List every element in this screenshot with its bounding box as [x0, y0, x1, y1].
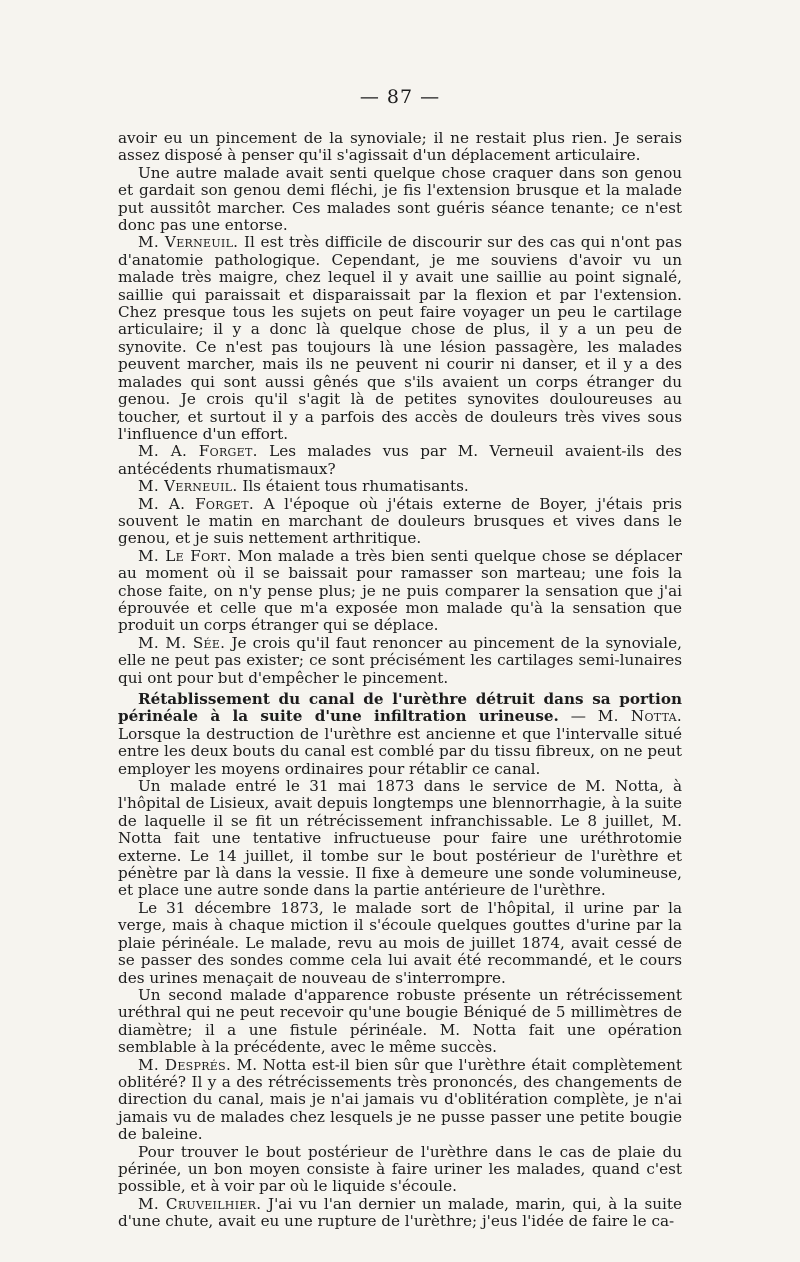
- page-number: — 87 —: [359, 86, 441, 108]
- speaker-name: M. Cruveilhier.: [138, 1194, 262, 1213]
- paragraph: [118, 1196, 682, 1231]
- speaker-name: M. A. Forget.: [138, 442, 258, 461]
- paragraph-text: Pour trouver le bout postérieur de l'urèthre dans le cas de plaie du périnée, un bon moyen consiste à faire uriner les malades, quand c'est possible, et à voir par où le liquide s'écoule.: [118, 1142, 682, 1196]
- paragraph: [118, 635, 682, 687]
- paragraph-text: Une autre malade avait senti quelque chose craquer dans son genou et gardait son genou demi fléchi, je fis l'extension brusque et la malade put aussitôt marcher. Ces malades sont guéris séance tenante; ce n'est donc pas une entorse.: [118, 163, 682, 235]
- paragraph-text: Je crois qu'il faut renoncer au pincement de la synoviale, elle ne peut pas exister; ce sont précisément les cartilages semi-lunaires qui ont pour but d'empêcher le pincement.: [118, 633, 682, 687]
- section-paragraph: [118, 691, 682, 778]
- speaker-name: M. Le Fort.: [138, 546, 232, 565]
- paragraph-text: A l'époque où j'étais externe de Boyer, j'étais pris souvent le matin en marchant de douleurs brusques et vives dans le genou, et je suis nettement arthritique.: [118, 494, 682, 548]
- paragraph-text: avoir eu un pincement de la synoviale; il ne restait plus rien. Je serais assez disposé à penser qu'il s'agissait d'un déplacement articulaire.: [118, 129, 682, 165]
- paragraph: [118, 443, 682, 478]
- paragraph-text: Lorsque la destruction de l'urèthre est ancienne et que l'intervalle situé entre les deux bouts du canal est comblé par du tissu fibreux, on ne peut employer les moyens ordinaires pour rétablir ce canal.: [118, 724, 682, 778]
- paragraph: [118, 1144, 682, 1196]
- paragraph-text: J'ai vu l'an dernier un malade, marin, qui, à la suite d'une chute, avait eu une rupture de l'urèthre; j'eus l'idée de faire le ca-: [118, 1194, 682, 1231]
- speaker-name: M. Verneuil.: [138, 477, 238, 496]
- speaker-name: M. Després.: [138, 1055, 232, 1074]
- paragraph: [118, 496, 682, 548]
- speaker-name: M. Notta.: [597, 707, 683, 726]
- paragraph: [118, 165, 682, 235]
- paragraph: [118, 234, 682, 443]
- paragraph: [118, 130, 682, 165]
- paragraph-text: Les malades vus par M. Verneuil avaient-ils des antécédents rhumatismaux?: [118, 442, 682, 478]
- speaker-name: M. M. Sée.: [138, 633, 226, 652]
- paragraph-text: Le 31 décembre 1873, le malade sort de l'hôpital, il urine par la verge, mais à chaque miction il s'écoule quelques gouttes d'urine par la plaie périnéale. Le malade, revu au mois de juillet 1874, avait cessé de se passer des sondes comme cela lui avait été recommandé, et le cours des urines menaçait de nouveau de s'interrompre.: [118, 898, 682, 987]
- paragraph: [118, 478, 682, 495]
- paragraph: [118, 1057, 682, 1144]
- speaker-name: M. A. Forget.: [138, 494, 255, 513]
- paragraph-text: Mon malade a très bien senti quelque chose se déplacer au moment où il se baissait pour ramasser son marteau; une fois la chose faite, on n'y pense plus; je ne puis comparer la sensation que j'ai éprouvée et celle que m'a exposée mon malade qu'à la sensation que produit un corps étranger qui se déplace.: [118, 546, 682, 635]
- paragraph-text: Un malade entré le 31 mai 1873 dans le service de M. Notta, à l'hôpital de Lisieux, avait depuis longtemps une blennorrhagie, à la suite de laquelle il se fit un rétrécissement infranchissable. Le 8 juillet, M. Notta fait une tentative infructueuse pour faire une uréthrotomie externe. Le 14 juillet, il tombe sur le bout postérieur de l'urèthre et pénètre par là dans la vessie. Il fixe à demeure une sonde volumineuse, et place une autre sonde dans la partie antérieure de l'urèthre.: [118, 777, 682, 900]
- body-text: [118, 130, 682, 1231]
- paragraph: [118, 548, 682, 635]
- paragraph: [118, 778, 682, 900]
- section-heading: Rétablissement du canal de l'urèthre détruit dans sa portion périnéale à la suite d'une infiltration urineuse.: [118, 690, 682, 726]
- paragraph: [118, 987, 682, 1057]
- paragraph-text: Ils étaient tous rhumatisants.: [237, 477, 469, 496]
- heading-dash: —: [558, 707, 598, 726]
- paragraph: [118, 900, 682, 987]
- speaker-name: M. Verneuil.: [138, 233, 239, 252]
- paragraph-text: Il est très difficile de discourir sur des cas qui n'ont pas d'anatomie pathologique. Cependant, je me souviens d'avoir vu un malade très maigre, chez lequel il y avait une saillie au point signalé, saillie qui paraissait et disparaissait par la flexion et par l'extension. Chez presque tous les sujets on peut faire voyager un peu le cartilage articulaire; il y a donc là quelque chose de plus, il y a un peu de synovite. Ce n'est pas toujours là une lésion passagère, les malades peuvent marcher, mais ils ne peuvent ni courir ni danser, et il y a des malades qui sont aussi gênés que s'ils avaient un corps étranger du genou. Je crois qu'il s'agit là de petites synovites douloureuses au toucher, et surtout il y a parfois des accès de douleurs très vives sous l'influence d'un effort.: [118, 233, 682, 443]
- paragraph-text: Un second malade d'apparence robuste présente un rétrécissement uréthral qui ne peut recevoir qu'une bougie Béniqué de 5 millimètres de diamètre; il a une fistule périnéale. M. Notta fait une opération semblable à la précédente, avec le même succès.: [118, 985, 682, 1057]
- paragraph-text: M. Notta est-il bien sûr que l'urèthre était complètement oblitéré? Il y a des rétrécissements très prononcés, des changements de direction du canal, mais je n'ai jamais vu d'oblitération complète, je n'ai jamais vu de malades chez lesquels je ne pusse passer une petite bougie de baleine.: [118, 1055, 682, 1144]
